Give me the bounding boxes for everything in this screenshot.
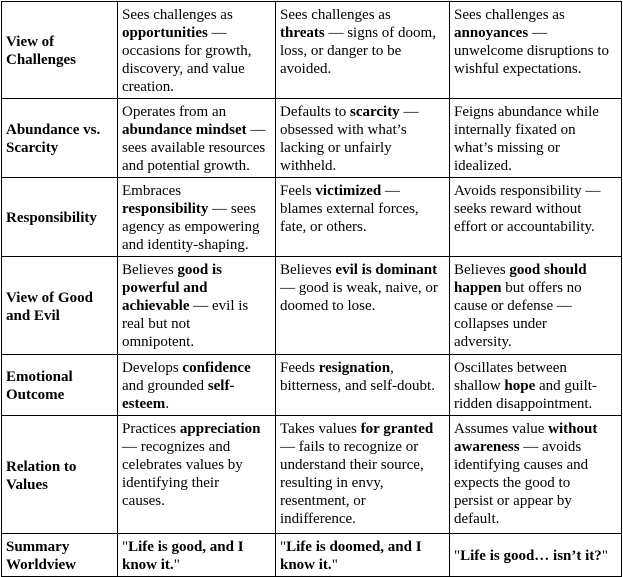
cell-line: [454, 333, 617, 351]
cell-text: and potential growth.: [122, 158, 250, 174]
table-cell: [118, 99, 276, 178]
cell-bold-text: resignation: [318, 360, 391, 376]
cell-text: Feels: [280, 183, 316, 199]
cell-line: [280, 121, 445, 139]
cell-text: Believes: [122, 262, 178, 278]
cell-text: —: [207, 25, 227, 41]
cell-text: Sees challenges as: [454, 7, 565, 23]
cell-text: — recognizes and: [122, 439, 231, 455]
row-header-line: Scarcity: [6, 140, 59, 156]
cell-text: withheld.: [280, 158, 337, 174]
table-cell: [276, 2, 450, 99]
cell-text: discovery, and value: [122, 61, 245, 77]
cell-line: [454, 182, 617, 200]
cell-line: [280, 492, 445, 510]
cell-line: [454, 359, 617, 377]
cell-line: [454, 157, 617, 175]
row-header-line: Responsibility: [6, 210, 97, 226]
cell-text: fate, or others.: [280, 219, 367, 235]
cell-text: understand their source,: [280, 457, 424, 473]
cell-line: [280, 456, 445, 474]
cell-text: persist or appear by: [454, 493, 572, 509]
cell-text: — fails to recognize or: [280, 439, 419, 455]
table-row: [2, 257, 622, 355]
cell-text: .: [165, 396, 170, 412]
cell-line: [122, 395, 271, 413]
cell-line: [122, 456, 271, 474]
row-header-line: Summary: [6, 539, 70, 555]
cell-text: Assumes value: [454, 421, 549, 437]
cell-text: resentment, or: [280, 493, 366, 509]
cell-line: [454, 261, 617, 279]
row-header: [2, 99, 118, 178]
row-header: [2, 257, 118, 355]
cell-text: — signs of doom,: [324, 25, 436, 41]
cell-bold-text: powerful and: [122, 280, 208, 296]
row-header-line: Values: [6, 476, 48, 493]
cell-text: omnipotent.: [122, 334, 195, 350]
cell-line: [454, 474, 617, 492]
row-header: [2, 178, 118, 257]
cell-bold-text: good is: [177, 262, 223, 278]
cell-text: Embraces: [122, 183, 182, 199]
cell-text: resulting in envy,: [280, 475, 384, 491]
cell-text: ": [331, 557, 338, 573]
cell-bold-text: appreciation: [179, 421, 261, 437]
cell-line: [280, 297, 445, 315]
cell-text: Feeds: [280, 360, 319, 376]
cell-bold-text: Life is good, and I: [128, 539, 244, 555]
cell-bold-text: victimized: [315, 183, 382, 199]
table-row: [2, 99, 622, 178]
cell-line: [454, 377, 617, 395]
cell-line: [122, 78, 271, 96]
cell-line: [280, 420, 445, 438]
cell-line: [122, 359, 271, 377]
table-row: [2, 355, 622, 416]
table-row: [2, 416, 622, 534]
cell-line: [280, 438, 445, 456]
cell-bold-text: confidence: [182, 360, 251, 376]
cell-bold-text: know it.: [122, 557, 174, 573]
table-cell: [450, 99, 622, 178]
cell-line: [122, 297, 271, 315]
cell-line: [122, 157, 271, 175]
cell-text: and guilt-: [535, 378, 597, 394]
cell-text: occasions for growth,: [122, 43, 252, 59]
cell-line: [454, 297, 617, 315]
cell-text: real but not: [122, 316, 191, 332]
cell-line: [280, 474, 445, 492]
cell-text: wishful expectations.: [454, 61, 582, 77]
cell-text: ": [173, 557, 180, 573]
cell-bold-text: happen: [454, 280, 502, 296]
cell-line: [454, 121, 617, 139]
cell-text: —: [381, 183, 400, 199]
cell-line: [122, 438, 271, 456]
cell-text: expects the good to: [454, 475, 571, 491]
row-header-line: Relation to: [6, 458, 77, 475]
row-header-line: Challenges: [6, 52, 77, 68]
cell-text: creation.: [122, 79, 175, 95]
cell-line: [454, 103, 617, 121]
cell-line: [454, 492, 617, 510]
cell-bold-text: achievable: [122, 298, 190, 314]
table-row: [2, 534, 622, 577]
cell-line: [280, 24, 445, 42]
row-header-line: Emotional: [6, 369, 73, 385]
cell-text: effort or accountability.: [454, 219, 595, 235]
cell-line: [280, 279, 445, 297]
cell-line: [122, 121, 271, 139]
cell-line: [122, 538, 271, 556]
cell-line: [454, 438, 617, 456]
cell-bold-text: hope: [504, 378, 536, 394]
row-header-line: View of Good: [6, 289, 93, 306]
cell-line: [454, 547, 617, 565]
table-cell: [450, 257, 622, 355]
cell-line: [122, 103, 271, 121]
table-cell: [118, 534, 276, 577]
cell-line: [280, 218, 445, 236]
cell-text: unwelcome disruptions to: [454, 43, 609, 59]
cell-line: [454, 510, 617, 528]
row-header-line: View of: [6, 34, 55, 50]
table-cell: [118, 416, 276, 534]
cell-line: [454, 6, 617, 24]
cell-bold-text: evil is dominant: [335, 262, 438, 278]
table-cell: [450, 2, 622, 99]
table-cell: [276, 355, 450, 416]
cell-text: Practices: [122, 421, 180, 437]
cell-line: [280, 538, 445, 556]
cell-text: —: [246, 122, 266, 138]
cell-bold-text: for granted: [360, 421, 434, 437]
row-header: [2, 534, 118, 577]
cell-line: [122, 556, 271, 574]
cell-bold-text: self-: [207, 378, 235, 394]
cell-text: obsessed with what’s: [280, 122, 407, 138]
row-header: [2, 355, 118, 416]
cell-line: [122, 6, 271, 24]
cell-line: [454, 279, 617, 297]
cell-line: [122, 24, 271, 42]
cell-line: [122, 377, 271, 395]
cell-line: [280, 42, 445, 60]
cell-text: what’s missing or: [454, 140, 560, 156]
cell-line: [122, 200, 271, 218]
cell-text: blames external forces,: [280, 201, 419, 217]
cell-line: [454, 42, 617, 60]
cell-line: [122, 218, 271, 236]
cell-line: [280, 377, 445, 395]
cell-text: avoided.: [280, 61, 332, 77]
cell-line: [280, 157, 445, 175]
cell-bold-text: annoyances: [454, 25, 529, 41]
cell-text: idealized.: [454, 158, 512, 174]
table-cell: [276, 416, 450, 534]
cell-text: Oscillates between: [454, 360, 567, 376]
cell-text: —: [399, 104, 419, 120]
table-body: [2, 2, 622, 577]
cell-line: [122, 315, 271, 333]
cell-text: ridden disappointment.: [454, 396, 593, 412]
cell-line: [454, 139, 617, 157]
cell-bold-text: opportunities: [122, 25, 208, 41]
cell-text: sees available resources: [122, 140, 266, 156]
cell-line: [280, 261, 445, 279]
cell-text: and identity-shaping.: [122, 237, 249, 253]
cell-line: [280, 359, 445, 377]
table-cell: [450, 355, 622, 416]
cell-text: agency as empowering: [122, 219, 260, 235]
cell-bold-text: Life is doomed, and I: [286, 539, 422, 555]
cell-text: and grounded: [122, 378, 208, 394]
cell-line: [122, 474, 271, 492]
cell-line: [122, 60, 271, 78]
cell-bold-text: Life is good… isn’t it?: [460, 548, 602, 564]
cell-text: Avoids responsibility —: [454, 183, 601, 199]
cell-text: ": [280, 539, 287, 555]
cell-line: [280, 139, 445, 157]
cell-line: [280, 556, 445, 574]
cell-line: [122, 139, 271, 157]
cell-text: identifying causes and: [454, 457, 589, 473]
cell-line: [122, 420, 271, 438]
cell-line: [454, 24, 617, 42]
cell-text: internally fixated on: [454, 122, 576, 138]
row-header-line: Worldview: [6, 557, 76, 573]
table-cell: [118, 2, 276, 99]
table-cell: [276, 257, 450, 355]
cell-text: Operates from an: [122, 104, 227, 120]
cell-line: [122, 261, 271, 279]
cell-bold-text: scarcity: [349, 104, 400, 120]
cell-text: ": [601, 548, 608, 564]
cell-line: [122, 42, 271, 60]
cell-line: [122, 333, 271, 351]
cell-text: Takes values: [280, 421, 361, 437]
cell-text: — avoids: [519, 439, 582, 455]
cell-line: [454, 456, 617, 474]
cell-bold-text: know it.: [280, 557, 332, 573]
cell-line: [454, 218, 617, 236]
cell-line: [122, 492, 271, 510]
row-header-line: Outcome: [6, 387, 65, 403]
cell-line: [454, 395, 617, 413]
row-header-line: Abundance vs.: [6, 122, 101, 138]
row-header: [2, 2, 118, 99]
cell-line: [280, 182, 445, 200]
cell-text: Sees challenges as: [280, 7, 391, 23]
cell-text: Defaults to: [280, 104, 350, 120]
cell-line: [122, 279, 271, 297]
cell-text: doomed to lose.: [280, 298, 376, 314]
cell-text: default.: [454, 511, 500, 527]
cell-text: bitterness, and self-doubt.: [280, 378, 435, 394]
cell-line: [280, 510, 445, 528]
cell-text: — sees: [208, 201, 256, 217]
cell-text: lacking or unfairly: [280, 140, 392, 156]
cell-line: [454, 200, 617, 218]
table-cell: [450, 534, 622, 577]
cell-line: [280, 103, 445, 121]
cell-line: [454, 60, 617, 78]
cell-text: indifference.: [280, 511, 356, 527]
cell-text: loss, or danger to be: [280, 43, 402, 59]
cell-bold-text: responsibility: [122, 201, 209, 217]
cell-text: shallow: [454, 378, 505, 394]
cell-bold-text: without: [548, 421, 598, 437]
cell-text: ": [122, 539, 129, 555]
cell-text: ": [454, 548, 461, 564]
cell-text: but offers no: [501, 280, 582, 296]
cell-text: cause or defense —: [454, 298, 572, 314]
table-cell: [450, 178, 622, 257]
cell-text: Sees challenges as: [122, 7, 233, 23]
cell-text: celebrates values by: [122, 457, 243, 473]
table-cell: [276, 99, 450, 178]
cell-text: Believes: [454, 262, 510, 278]
table-cell: [276, 178, 450, 257]
cell-line: [122, 236, 271, 254]
table-cell: [276, 534, 450, 577]
cell-bold-text: esteem: [122, 396, 166, 412]
table-cell: [450, 416, 622, 534]
cell-bold-text: awareness: [454, 439, 520, 455]
cell-text: ,: [390, 360, 394, 376]
worldview-comparison-table: [1, 1, 622, 577]
cell-text: — good is weak, naive, or: [280, 280, 438, 296]
cell-text: causes.: [122, 493, 165, 509]
cell-line: [454, 420, 617, 438]
cell-text: adversity.: [454, 334, 512, 350]
cell-line: [280, 60, 445, 78]
cell-text: Believes: [280, 262, 336, 278]
cell-line: [122, 182, 271, 200]
cell-line: [454, 315, 617, 333]
cell-text: —: [528, 25, 547, 41]
table-cell: [118, 355, 276, 416]
cell-text: Feigns abundance while: [454, 104, 599, 120]
row-header-line: and Evil: [6, 307, 60, 324]
cell-bold-text: good should: [509, 262, 587, 278]
cell-text: — evil is: [189, 298, 249, 314]
table-cell: [118, 257, 276, 355]
cell-line: [280, 6, 445, 24]
cell-text: collapses under: [454, 316, 547, 332]
row-header: [2, 416, 118, 534]
cell-text: identifying their: [122, 475, 220, 491]
cell-line: [280, 200, 445, 218]
table-row: [2, 178, 622, 257]
cell-text: seeks reward without: [454, 201, 582, 217]
cell-bold-text: abundance mindset: [122, 122, 247, 138]
table-cell: [118, 178, 276, 257]
cell-text: Develops: [122, 360, 183, 376]
table-row: [2, 2, 622, 99]
cell-bold-text: threats: [280, 25, 325, 41]
